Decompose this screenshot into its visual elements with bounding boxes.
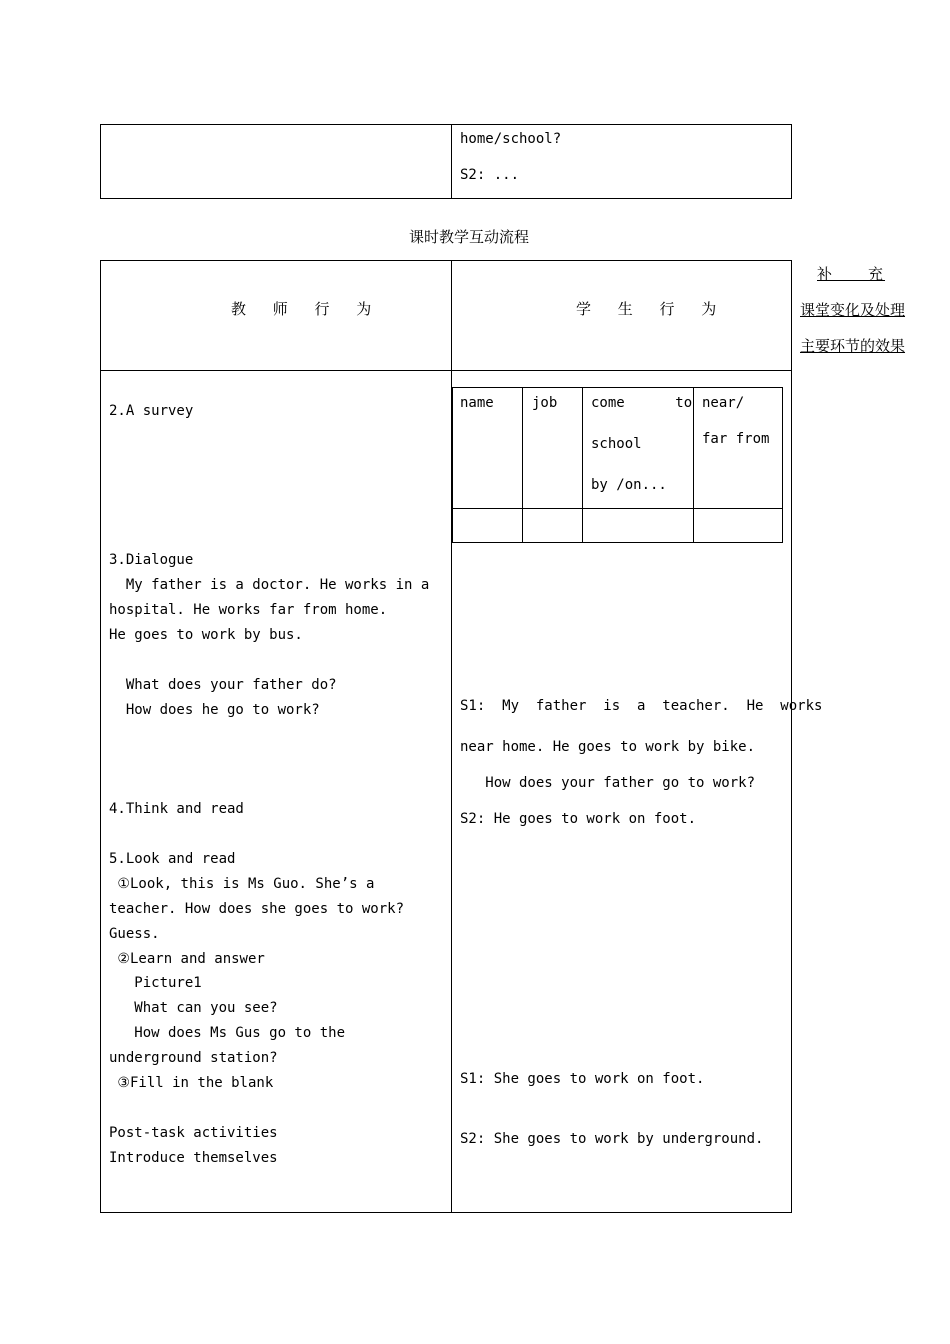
top-table [100, 124, 792, 199]
teacher-line: What can you see? [109, 1000, 278, 1016]
survey-header-school: school [591, 436, 642, 452]
survey-header-come-to: come to [591, 395, 693, 411]
teacher-line: Post-task activities [109, 1125, 278, 1141]
teacher-line: Introduce themselves [109, 1150, 278, 1166]
side-note-supplement: 补 充 [817, 265, 886, 283]
teacher-line: 4.Think and read [109, 801, 244, 817]
teacher-line: He goes to work by bus. [109, 627, 303, 643]
header-student: 学 生 行 为 [576, 300, 728, 318]
survey-col-divider-3 [693, 387, 694, 543]
survey-header-job: job [532, 395, 558, 411]
teacher-line: teacher. How does she goes to work? [109, 901, 405, 917]
survey-col-divider-2 [582, 387, 583, 543]
teacher-line: My father is a doctor. He works in a [109, 577, 430, 593]
survey-row-divider [452, 508, 783, 509]
section-title: 课时教学互动流程 [409, 228, 530, 246]
survey-header-far-from: far from [702, 431, 770, 447]
header-teacher: 教 师 行 为 [231, 300, 383, 318]
teacher-line: How does Ms Gus go to the [109, 1025, 346, 1041]
side-note-effects: 主要环节的效果 [800, 337, 906, 355]
teacher-line: What does your father do? [109, 677, 337, 693]
student-line: How does your father go to work? [460, 775, 756, 791]
teacher-line: ①Look, this is Ms Guo. She’s a [109, 876, 375, 892]
teacher-line: 2.A survey [109, 403, 194, 419]
top-table-line-1: home/school? [460, 131, 562, 147]
main-table-header-rule [100, 370, 792, 371]
teacher-line: 5.Look and read [109, 851, 236, 867]
teacher-line: ③Fill in the blank [109, 1075, 274, 1091]
side-note-changes: 课堂变化及处理 [800, 301, 906, 319]
student-line: S2: He goes to work on foot. [460, 811, 697, 827]
student-line: S1: She goes to work on foot. [460, 1071, 705, 1087]
teacher-line: hospital. He works far from home. [109, 602, 388, 618]
teacher-line: Guess. [109, 926, 160, 942]
survey-col-divider-1 [522, 387, 523, 543]
survey-header-name: name [460, 395, 494, 411]
teacher-line: How does he go to work? [109, 702, 320, 718]
student-line: S2: She goes to work by underground. [460, 1131, 764, 1147]
teacher-line: ②Learn and answer [109, 951, 265, 967]
teacher-line: 3.Dialogue [109, 552, 194, 568]
survey-header-by-on: by /on... [591, 477, 667, 493]
student-line: near home. He goes to work by bike. [460, 739, 756, 755]
teacher-line: underground station? [109, 1050, 278, 1066]
survey-header-near: near/ [702, 395, 745, 411]
top-table-divider [451, 124, 452, 199]
student-line: S1: My father is a teacher. He works [460, 698, 823, 714]
top-table-line-2: S2: ... [460, 167, 520, 183]
teacher-line: Picture1 [109, 975, 202, 991]
